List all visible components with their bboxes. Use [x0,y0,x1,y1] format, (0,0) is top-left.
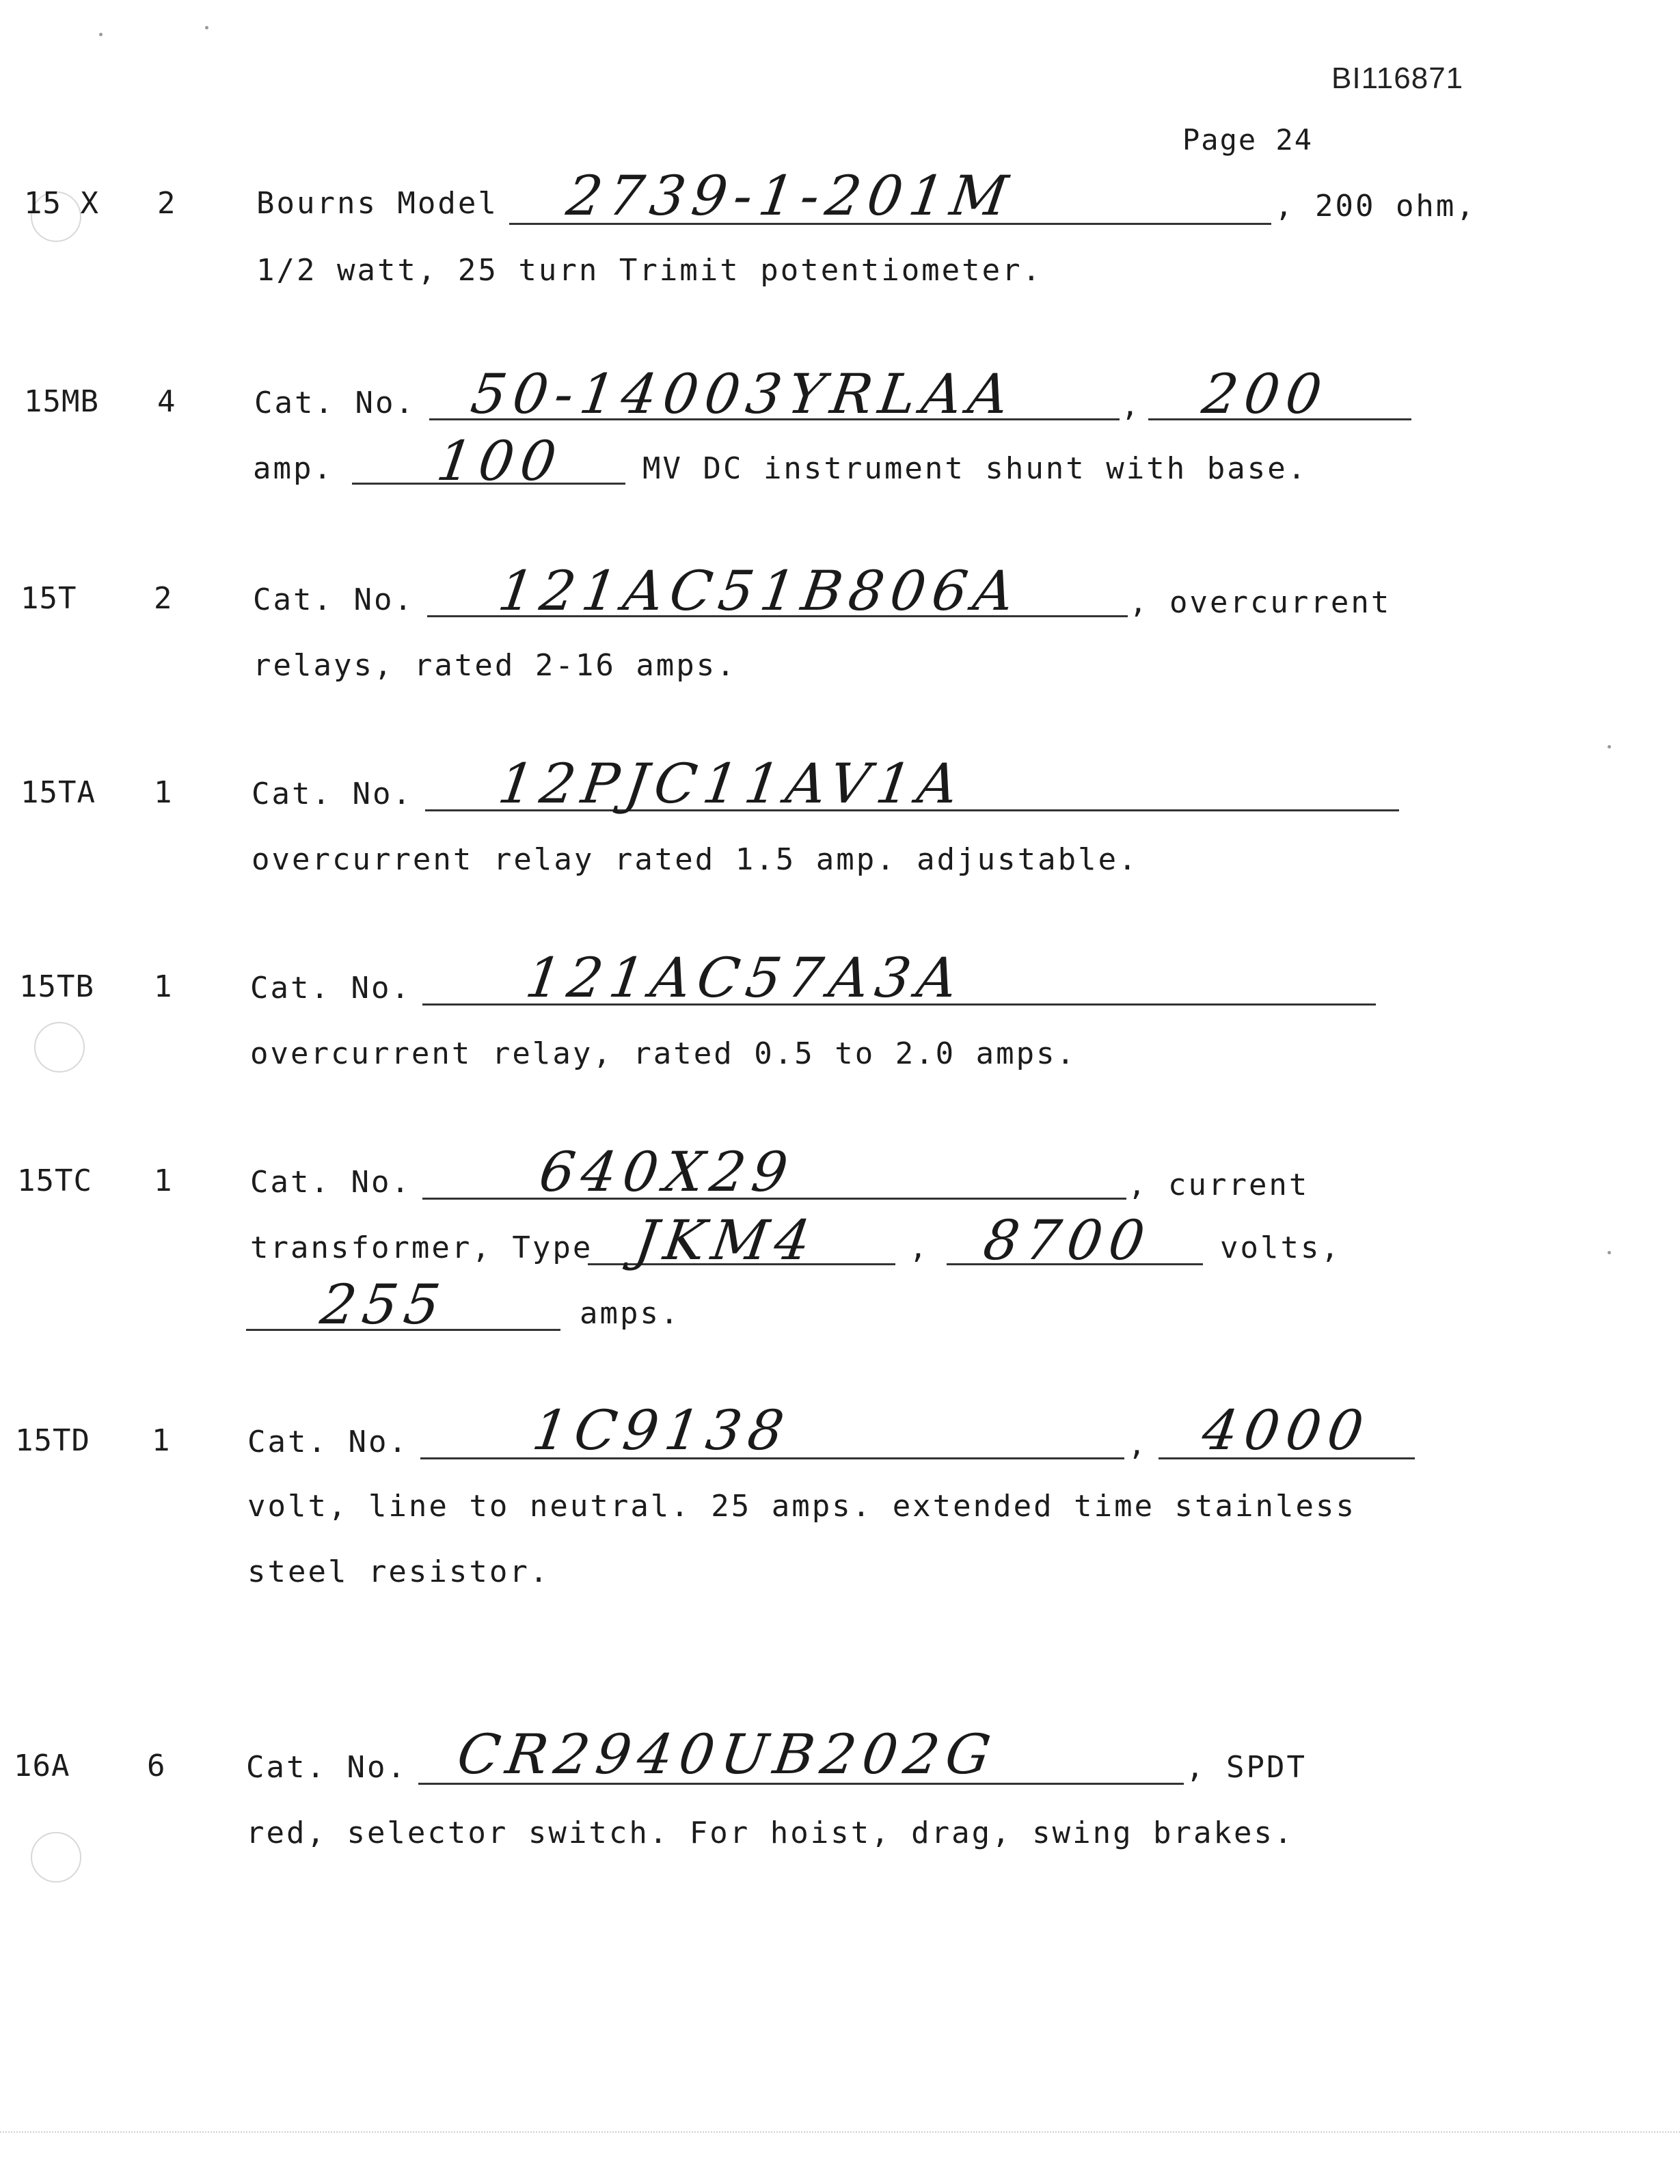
punch-hole [31,1832,81,1883]
line-text: steel resistor. [247,1554,550,1589]
speck [205,26,208,29]
line-text: relays, rated 2-16 amps. [253,648,737,683]
line-text: amp. [253,451,334,486]
item-quantity: 2 [154,581,172,616]
item-code: 15TB [19,969,94,1004]
item-quantity: 1 [154,969,172,1004]
item-quantity: 2 [157,186,176,221]
item-quantity: 1 [152,1423,170,1458]
item-code: 15 X [24,186,99,221]
line-text: Bourns Model [256,186,498,221]
punch-hole [34,1022,85,1073]
document-id: BI116871 [1331,62,1464,95]
line-text: Cat. No. [250,1165,411,1200]
item-code: 15MB [24,384,99,419]
line-text: Cat. No. [250,971,411,1006]
handwritten-entry: 2739-1-201M [563,164,1018,228]
item-quantity: 1 [154,1163,172,1198]
handwritten-entry: 50-14003YRLAA [467,362,1020,426]
line-text: volt, line to neutral. 25 amps. extended time stainless [247,1489,1356,1524]
line-text: volts, [1220,1230,1341,1265]
handwritten-entry: 121AC51B806A [494,559,1025,623]
line-text: , [909,1230,930,1265]
handwritten-entry: 4000 [1198,1399,1374,1462]
item-quantity: 1 [154,775,172,810]
item-code: 15TC [17,1163,92,1198]
handwritten-entry: CR2940UB202G [453,1723,1001,1786]
speck [1608,745,1611,749]
line-text: , SPDT [1186,1750,1307,1785]
line-text: Cat. No. [254,386,416,420]
handwritten-entry: 8700 [979,1209,1156,1272]
speck [99,33,103,36]
item-quantity: 6 [147,1749,165,1783]
item-code: 15TD [15,1423,90,1458]
handwritten-entry: 121AC57A3A [521,946,968,1010]
line-text: , [1121,388,1141,423]
line-text: , 200 ohm, [1275,189,1476,224]
speck [1608,1251,1611,1254]
line-text: amps. [580,1296,681,1331]
page-number: Page 24 [1182,123,1314,157]
line-text: , [1128,1427,1148,1462]
line-text: 1/2 watt, 25 turn Trimit potentiometer. [256,253,1043,288]
line-text: , current [1128,1168,1310,1202]
handwritten-entry: 100 [433,429,567,493]
item-code: 16A [14,1749,70,1783]
item-code: 15TA [21,775,96,810]
handwritten-entry: 200 [1198,362,1333,426]
handwritten-entry: 1C9138 [528,1399,795,1462]
handwritten-entry: 12PJC11AV1A [494,752,969,815]
item-quantity: 4 [157,384,176,419]
line-text: Cat. No. [247,1425,409,1459]
line-text: MV DC instrument shunt with base. [642,451,1308,486]
handwritten-entry: 255 [316,1273,451,1336]
line-text: , overcurrent [1129,585,1392,620]
line-text: overcurrent relay, rated 0.5 to 2.0 amps. [250,1036,1077,1071]
line-text: red, selector switch. For hoist, drag, swing brakes. [246,1816,1295,1850]
line-text: Cat. No. [246,1750,407,1785]
line-text: Cat. No. [253,582,414,617]
line-text: overcurrent relay rated 1.5 amp. adjustable. [252,842,1139,877]
item-code: 15T [21,581,77,616]
line-text: transformer, Type [250,1230,593,1265]
page-edge-line [0,2131,1680,2133]
line-text: Cat. No. [252,777,413,811]
handwritten-entry: 640X29 [535,1140,798,1204]
handwritten-entry: JKM4 [631,1209,822,1272]
